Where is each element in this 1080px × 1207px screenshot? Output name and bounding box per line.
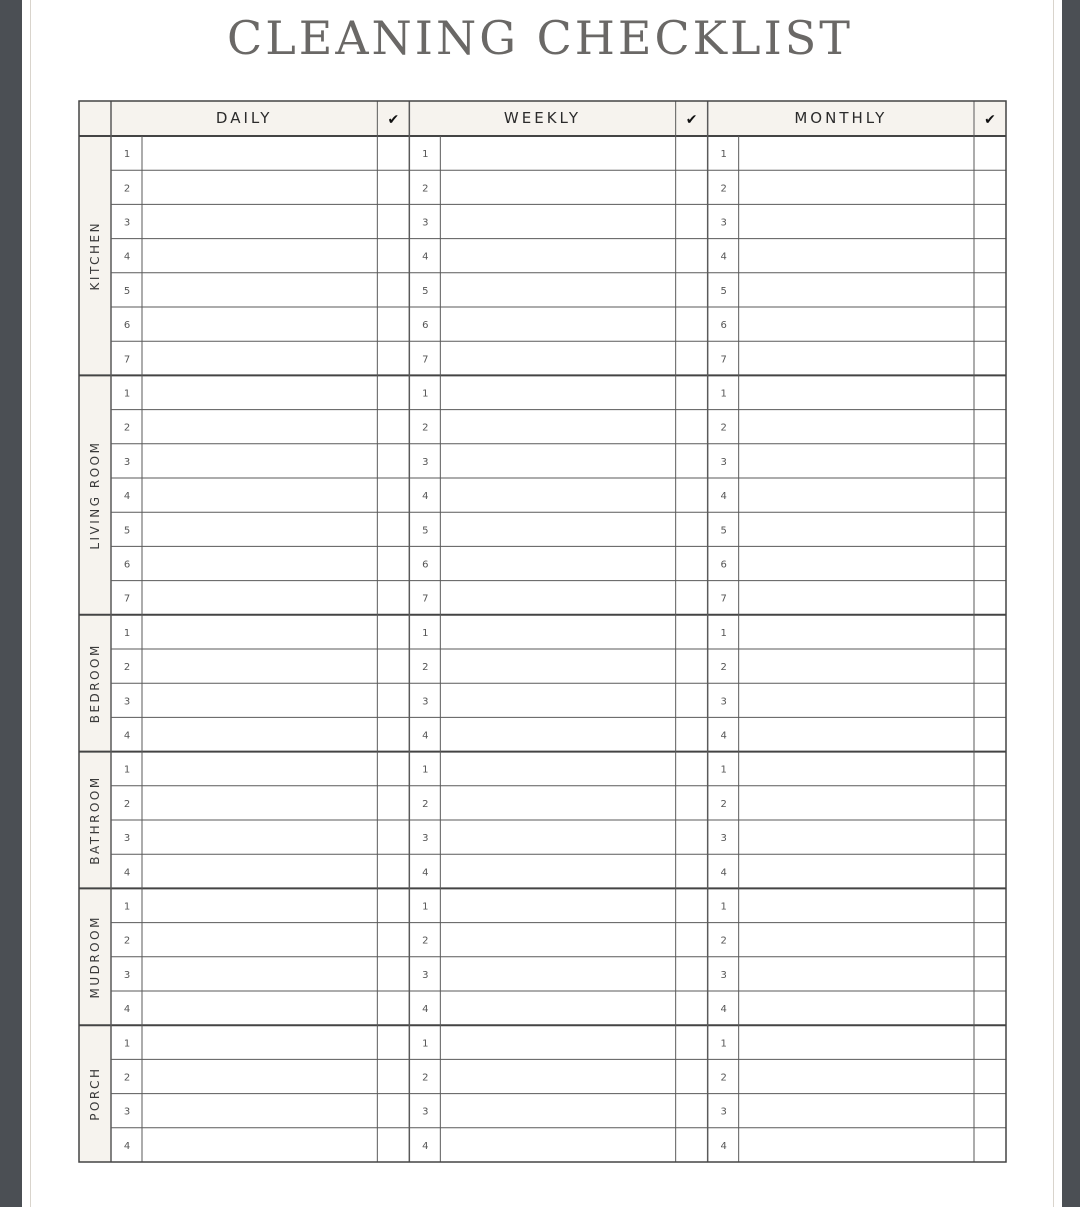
task-field-daily[interactable] bbox=[142, 341, 377, 375]
task-field-weekly[interactable] bbox=[440, 546, 675, 580]
row-number: 6 bbox=[422, 320, 429, 332]
task-field-monthly[interactable] bbox=[739, 307, 974, 341]
row-number: 2 bbox=[422, 662, 429, 674]
row-number: 1 bbox=[123, 627, 131, 639]
task-field-daily[interactable] bbox=[142, 923, 377, 957]
checkbox-daily[interactable] bbox=[377, 752, 409, 786]
task-field-daily[interactable] bbox=[142, 581, 377, 615]
row-number: 3 bbox=[123, 696, 131, 708]
row-number: 2 bbox=[422, 1072, 429, 1084]
checkbox-monthly[interactable] bbox=[974, 581, 1006, 615]
row-number: 1 bbox=[123, 388, 131, 400]
checkbox-weekly[interactable] bbox=[676, 581, 708, 615]
checkbox-weekly[interactable] bbox=[676, 170, 708, 204]
task-field-weekly[interactable] bbox=[440, 923, 675, 957]
row-number: 3 bbox=[720, 217, 727, 229]
task-field-monthly[interactable] bbox=[739, 1128, 974, 1162]
task-field-monthly[interactable] bbox=[739, 444, 974, 478]
checkbox-monthly[interactable] bbox=[974, 375, 1006, 409]
row-number: 2 bbox=[720, 662, 727, 674]
row-number: 7 bbox=[422, 354, 429, 366]
row-number: 7 bbox=[123, 354, 131, 366]
checkbox-weekly[interactable] bbox=[676, 752, 708, 786]
row-number: 6 bbox=[422, 559, 429, 571]
checkbox-monthly[interactable] bbox=[974, 717, 1006, 751]
checkbox-monthly[interactable] bbox=[974, 615, 1006, 649]
row-number: 2 bbox=[720, 422, 727, 434]
row-number: 5 bbox=[123, 525, 131, 537]
checkbox-monthly[interactable] bbox=[974, 136, 1006, 170]
row-number: 4 bbox=[123, 1004, 131, 1016]
task-field-weekly[interactable] bbox=[440, 649, 675, 683]
row-number: 1 bbox=[720, 1038, 727, 1050]
task-field-weekly[interactable] bbox=[440, 512, 675, 546]
check-column-header: ✔ bbox=[387, 112, 400, 128]
checkbox-monthly[interactable] bbox=[974, 170, 1006, 204]
checkbox-monthly[interactable] bbox=[974, 820, 1006, 854]
section-label-bedroom: BEDROOM bbox=[88, 643, 102, 724]
row-number: 1 bbox=[422, 901, 429, 913]
row-number: 4 bbox=[422, 867, 429, 879]
row-number: 3 bbox=[422, 969, 429, 981]
task-field-weekly[interactable] bbox=[440, 307, 675, 341]
task-field-weekly[interactable] bbox=[440, 341, 675, 375]
task-field-monthly[interactable] bbox=[739, 136, 974, 170]
row-number: 2 bbox=[123, 1072, 131, 1084]
checkbox-weekly[interactable] bbox=[676, 444, 708, 478]
checkbox-monthly[interactable] bbox=[974, 307, 1006, 341]
checkbox-weekly[interactable] bbox=[676, 136, 708, 170]
row-number: 1 bbox=[720, 901, 727, 913]
task-field-daily[interactable] bbox=[142, 957, 377, 991]
checkbox-daily[interactable] bbox=[377, 820, 409, 854]
checkbox-daily[interactable] bbox=[377, 786, 409, 820]
row-number: 3 bbox=[720, 696, 727, 708]
section-label-living-room: LIVING ROOM bbox=[88, 440, 102, 550]
task-field-daily[interactable] bbox=[142, 1094, 377, 1128]
row-number: 2 bbox=[422, 183, 429, 195]
row-number: 4 bbox=[422, 491, 429, 503]
column-header-daily: DAILY bbox=[215, 109, 273, 127]
row-number: 4 bbox=[422, 730, 429, 742]
row-number: 6 bbox=[720, 320, 727, 332]
row-number: 2 bbox=[123, 935, 131, 947]
row-number: 2 bbox=[720, 798, 727, 810]
row-number: 1 bbox=[422, 388, 429, 400]
task-field-weekly[interactable] bbox=[440, 683, 675, 717]
checkbox-weekly[interactable] bbox=[676, 341, 708, 375]
checkbox-monthly[interactable] bbox=[974, 444, 1006, 478]
row-number: 2 bbox=[720, 183, 727, 195]
row-number: 2 bbox=[720, 935, 727, 947]
row-number: 3 bbox=[720, 833, 727, 845]
row-number: 1 bbox=[422, 627, 429, 639]
row-number: 6 bbox=[123, 320, 131, 332]
task-field-weekly[interactable] bbox=[440, 854, 675, 888]
task-field-daily[interactable] bbox=[142, 820, 377, 854]
task-field-monthly[interactable] bbox=[739, 204, 974, 238]
section-label-porch: PORCH bbox=[88, 1066, 102, 1121]
task-field-weekly[interactable] bbox=[440, 991, 675, 1025]
row-number: 4 bbox=[123, 730, 131, 742]
row-number: 1 bbox=[123, 149, 131, 161]
checkbox-weekly[interactable] bbox=[676, 649, 708, 683]
task-field-weekly[interactable] bbox=[440, 888, 675, 922]
checkbox-weekly[interactable] bbox=[676, 820, 708, 854]
row-number: 2 bbox=[123, 422, 131, 434]
row-number: 1 bbox=[123, 901, 131, 913]
task-field-monthly[interactable] bbox=[739, 239, 974, 273]
row-number: 1 bbox=[720, 764, 727, 776]
checkbox-daily[interactable] bbox=[377, 991, 409, 1025]
checkbox-weekly[interactable] bbox=[676, 239, 708, 273]
row-number: 5 bbox=[720, 525, 727, 537]
task-field-daily[interactable] bbox=[142, 410, 377, 444]
task-field-monthly[interactable] bbox=[739, 991, 974, 1025]
task-field-daily[interactable] bbox=[142, 649, 377, 683]
checkbox-daily[interactable] bbox=[377, 341, 409, 375]
checkbox-daily[interactable] bbox=[377, 1059, 409, 1093]
checkbox-daily[interactable] bbox=[377, 1025, 409, 1059]
checkbox-daily[interactable] bbox=[377, 717, 409, 751]
row-number: 3 bbox=[123, 456, 131, 468]
task-field-daily[interactable] bbox=[142, 512, 377, 546]
row-number: 5 bbox=[422, 525, 429, 537]
checkbox-weekly[interactable] bbox=[676, 512, 708, 546]
row-number: 3 bbox=[422, 456, 429, 468]
checkbox-monthly[interactable] bbox=[974, 649, 1006, 683]
row-number: 7 bbox=[422, 593, 429, 605]
row-number: 1 bbox=[720, 627, 727, 639]
row-number: 4 bbox=[720, 1004, 727, 1016]
task-field-daily[interactable] bbox=[142, 717, 377, 751]
task-field-daily[interactable] bbox=[142, 273, 377, 307]
task-field-weekly[interactable] bbox=[440, 478, 675, 512]
checkbox-monthly[interactable] bbox=[974, 410, 1006, 444]
row-number: 1 bbox=[720, 149, 727, 161]
checkbox-monthly[interactable] bbox=[974, 1128, 1006, 1162]
checkbox-monthly[interactable] bbox=[974, 923, 1006, 957]
checkbox-weekly[interactable] bbox=[676, 854, 708, 888]
row-number: 4 bbox=[720, 491, 727, 503]
row-number: 2 bbox=[123, 662, 131, 674]
task-field-monthly[interactable] bbox=[739, 546, 974, 580]
check-column-header: ✔ bbox=[685, 112, 698, 128]
row-number: 6 bbox=[123, 559, 131, 571]
task-field-weekly[interactable] bbox=[440, 717, 675, 751]
row-number: 4 bbox=[123, 1140, 131, 1152]
task-field-daily[interactable] bbox=[142, 444, 377, 478]
task-field-weekly[interactable] bbox=[440, 204, 675, 238]
checkbox-weekly[interactable] bbox=[676, 204, 708, 238]
row-number: 2 bbox=[720, 1072, 727, 1084]
checkbox-daily[interactable] bbox=[377, 512, 409, 546]
checkbox-monthly[interactable] bbox=[974, 957, 1006, 991]
checkbox-daily[interactable] bbox=[377, 683, 409, 717]
row-number: 3 bbox=[123, 217, 131, 229]
row-number: 4 bbox=[720, 867, 727, 879]
row-number: 3 bbox=[123, 969, 131, 981]
task-field-monthly[interactable] bbox=[739, 683, 974, 717]
task-field-weekly[interactable] bbox=[440, 615, 675, 649]
checkbox-daily[interactable] bbox=[377, 1128, 409, 1162]
row-number: 4 bbox=[720, 251, 727, 263]
row-number: 1 bbox=[720, 388, 727, 400]
page-title: CLEANING CHECKLIST bbox=[227, 11, 853, 65]
task-field-weekly[interactable] bbox=[440, 136, 675, 170]
checkbox-daily[interactable] bbox=[377, 923, 409, 957]
row-number: 6 bbox=[720, 559, 727, 571]
section-label-bathroom: BATHROOM bbox=[88, 775, 102, 865]
task-field-monthly[interactable] bbox=[739, 1059, 974, 1093]
checkbox-monthly[interactable] bbox=[974, 546, 1006, 580]
task-field-daily[interactable] bbox=[142, 478, 377, 512]
row-number: 7 bbox=[123, 593, 131, 605]
task-field-monthly[interactable] bbox=[739, 1094, 974, 1128]
task-field-daily[interactable] bbox=[142, 204, 377, 238]
task-field-weekly[interactable] bbox=[440, 1094, 675, 1128]
checkbox-daily[interactable] bbox=[377, 307, 409, 341]
row-number: 1 bbox=[123, 1038, 131, 1050]
task-field-weekly[interactable] bbox=[440, 752, 675, 786]
checkbox-weekly[interactable] bbox=[676, 273, 708, 307]
row-number: 4 bbox=[123, 251, 131, 263]
checkbox-daily[interactable] bbox=[377, 888, 409, 922]
checkbox-monthly[interactable] bbox=[974, 273, 1006, 307]
task-field-monthly[interactable] bbox=[739, 820, 974, 854]
checkbox-daily[interactable] bbox=[377, 170, 409, 204]
row-number: 4 bbox=[422, 251, 429, 263]
row-number: 3 bbox=[422, 833, 429, 845]
task-field-weekly[interactable] bbox=[440, 1128, 675, 1162]
row-number: 1 bbox=[422, 1038, 429, 1050]
task-field-monthly[interactable] bbox=[739, 170, 974, 204]
task-field-weekly[interactable] bbox=[440, 820, 675, 854]
row-number: 2 bbox=[123, 183, 131, 195]
task-field-monthly[interactable] bbox=[739, 786, 974, 820]
task-field-monthly[interactable] bbox=[739, 649, 974, 683]
checkbox-daily[interactable] bbox=[377, 239, 409, 273]
checkbox-weekly[interactable] bbox=[676, 478, 708, 512]
task-field-daily[interactable] bbox=[142, 683, 377, 717]
task-field-daily[interactable] bbox=[142, 546, 377, 580]
task-field-daily[interactable] bbox=[142, 375, 377, 409]
task-field-monthly[interactable] bbox=[739, 581, 974, 615]
checkbox-weekly[interactable] bbox=[676, 1059, 708, 1093]
checkbox-monthly[interactable] bbox=[974, 854, 1006, 888]
task-field-weekly[interactable] bbox=[440, 239, 675, 273]
checkbox-daily[interactable] bbox=[377, 444, 409, 478]
task-field-daily[interactable] bbox=[142, 786, 377, 820]
task-field-daily[interactable] bbox=[142, 136, 377, 170]
task-field-weekly[interactable] bbox=[440, 957, 675, 991]
checkbox-daily[interactable] bbox=[377, 854, 409, 888]
row-number: 3 bbox=[123, 1106, 131, 1118]
checkbox-weekly[interactable] bbox=[676, 546, 708, 580]
task-field-weekly[interactable] bbox=[440, 410, 675, 444]
task-field-daily[interactable] bbox=[142, 854, 377, 888]
task-field-monthly[interactable] bbox=[739, 410, 974, 444]
task-field-weekly[interactable] bbox=[440, 1059, 675, 1093]
checkbox-monthly[interactable] bbox=[974, 683, 1006, 717]
checkbox-daily[interactable] bbox=[377, 204, 409, 238]
checkbox-daily[interactable] bbox=[377, 375, 409, 409]
checkbox-daily[interactable] bbox=[377, 957, 409, 991]
checkbox-monthly[interactable] bbox=[974, 752, 1006, 786]
task-field-monthly[interactable] bbox=[739, 923, 974, 957]
checkbox-weekly[interactable] bbox=[676, 888, 708, 922]
row-number: 4 bbox=[720, 730, 727, 742]
row-number: 3 bbox=[720, 1106, 727, 1118]
row-number: 4 bbox=[422, 1004, 429, 1016]
row-number: 7 bbox=[720, 354, 727, 366]
row-number: 2 bbox=[422, 798, 429, 810]
checkbox-daily[interactable] bbox=[377, 581, 409, 615]
checkbox-weekly[interactable] bbox=[676, 615, 708, 649]
section-label-mudroom: MUDROOM bbox=[88, 915, 102, 999]
row-number: 1 bbox=[422, 764, 429, 776]
checkbox-weekly[interactable] bbox=[676, 786, 708, 820]
checkbox-weekly[interactable] bbox=[676, 991, 708, 1025]
task-field-monthly[interactable] bbox=[739, 957, 974, 991]
checkbox-weekly[interactable] bbox=[676, 375, 708, 409]
task-field-weekly[interactable] bbox=[440, 375, 675, 409]
checkbox-monthly[interactable] bbox=[974, 239, 1006, 273]
checkbox-weekly[interactable] bbox=[676, 307, 708, 341]
task-field-weekly[interactable] bbox=[440, 581, 675, 615]
checkbox-monthly[interactable] bbox=[974, 1094, 1006, 1128]
row-number: 3 bbox=[422, 696, 429, 708]
task-field-daily[interactable] bbox=[142, 991, 377, 1025]
row-number: 2 bbox=[422, 422, 429, 434]
task-field-daily[interactable] bbox=[142, 1025, 377, 1059]
checkbox-monthly[interactable] bbox=[974, 786, 1006, 820]
checkbox-monthly[interactable] bbox=[974, 478, 1006, 512]
task-field-monthly[interactable] bbox=[739, 512, 974, 546]
task-field-daily[interactable] bbox=[142, 615, 377, 649]
row-number: 4 bbox=[720, 1140, 727, 1152]
task-field-monthly[interactable] bbox=[739, 854, 974, 888]
checkbox-monthly[interactable] bbox=[974, 204, 1006, 238]
checkbox-monthly[interactable] bbox=[974, 512, 1006, 546]
row-number: 4 bbox=[123, 491, 131, 503]
column-header-monthly: MONTHLY bbox=[794, 109, 888, 127]
row-number: 3 bbox=[720, 456, 727, 468]
task-field-weekly[interactable] bbox=[440, 1025, 675, 1059]
row-number: 2 bbox=[123, 798, 131, 810]
task-field-daily[interactable] bbox=[142, 752, 377, 786]
task-field-weekly[interactable] bbox=[440, 273, 675, 307]
task-field-monthly[interactable] bbox=[739, 1025, 974, 1059]
checkbox-daily[interactable] bbox=[377, 615, 409, 649]
task-field-daily[interactable] bbox=[142, 239, 377, 273]
task-field-monthly[interactable] bbox=[739, 752, 974, 786]
checkbox-daily[interactable] bbox=[377, 136, 409, 170]
row-number: 1 bbox=[123, 764, 131, 776]
checkbox-daily[interactable] bbox=[377, 649, 409, 683]
column-header-weekly: WEEKLY bbox=[503, 109, 582, 127]
checkbox-weekly[interactable] bbox=[676, 923, 708, 957]
checkbox-daily[interactable] bbox=[377, 546, 409, 580]
task-field-daily[interactable] bbox=[142, 170, 377, 204]
checkbox-weekly[interactable] bbox=[676, 1128, 708, 1162]
checkbox-monthly[interactable] bbox=[974, 341, 1006, 375]
check-column-header: ✔ bbox=[984, 112, 996, 128]
checkbox-daily[interactable] bbox=[377, 478, 409, 512]
checkbox-monthly[interactable] bbox=[974, 1025, 1006, 1059]
row-number: 3 bbox=[123, 833, 131, 845]
task-field-daily[interactable] bbox=[142, 1059, 377, 1093]
row-number: 3 bbox=[720, 969, 727, 981]
row-number: 1 bbox=[422, 149, 429, 161]
task-field-weekly[interactable] bbox=[440, 786, 675, 820]
task-field-daily[interactable] bbox=[142, 888, 377, 922]
row-number: 4 bbox=[123, 867, 131, 879]
task-field-daily[interactable] bbox=[142, 307, 377, 341]
row-number: 5 bbox=[422, 285, 429, 297]
task-field-weekly[interactable] bbox=[440, 444, 675, 478]
checkbox-weekly[interactable] bbox=[676, 1094, 708, 1128]
checkbox-weekly[interactable] bbox=[676, 410, 708, 444]
checkbox-monthly[interactable] bbox=[974, 1059, 1006, 1093]
task-field-daily[interactable] bbox=[142, 1128, 377, 1162]
checkbox-weekly[interactable] bbox=[676, 957, 708, 991]
checkbox-daily[interactable] bbox=[377, 273, 409, 307]
checkbox-monthly[interactable] bbox=[974, 888, 1006, 922]
checkbox-weekly[interactable] bbox=[676, 1025, 708, 1059]
row-number: 5 bbox=[123, 285, 131, 297]
row-number: 2 bbox=[422, 935, 429, 947]
task-field-monthly[interactable] bbox=[739, 478, 974, 512]
row-number: 4 bbox=[422, 1140, 429, 1152]
task-field-monthly[interactable] bbox=[739, 717, 974, 751]
checkbox-daily[interactable] bbox=[377, 1094, 409, 1128]
checkbox-weekly[interactable] bbox=[676, 683, 708, 717]
row-number: 5 bbox=[720, 285, 727, 297]
row-number: 3 bbox=[422, 1106, 429, 1118]
task-field-weekly[interactable] bbox=[440, 170, 675, 204]
checkbox-weekly[interactable] bbox=[676, 717, 708, 751]
task-field-monthly[interactable] bbox=[739, 273, 974, 307]
row-number: 3 bbox=[422, 217, 429, 229]
task-field-monthly[interactable] bbox=[739, 341, 974, 375]
row-number: 7 bbox=[720, 593, 727, 605]
task-field-monthly[interactable] bbox=[739, 375, 974, 409]
checkbox-daily[interactable] bbox=[377, 410, 409, 444]
task-field-monthly[interactable] bbox=[739, 615, 974, 649]
checkbox-monthly[interactable] bbox=[974, 991, 1006, 1025]
section-label-kitchen: KITCHEN bbox=[88, 220, 103, 291]
task-field-monthly[interactable] bbox=[739, 888, 974, 922]
